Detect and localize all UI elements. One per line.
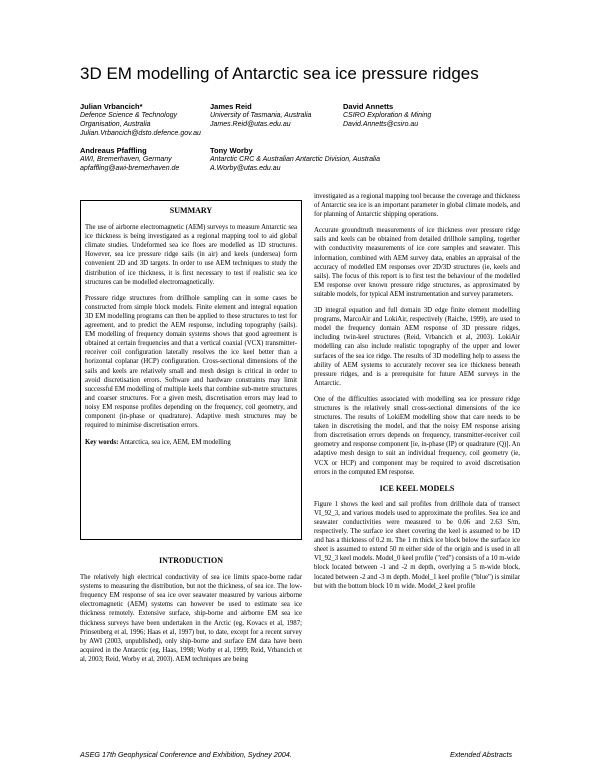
footer-right: Extended Abstracts [450,750,513,759]
keywords-label: Key words: [85,439,119,447]
author-affiliation: Antarctic CRC & Australian Antarctic Division, Australia [210,156,380,163]
right-paragraph-2: Accurate groundtruth measurements of ice thickness over pressure ridge sails and keels can be obtained from detailed drillhole sampling, together with conductivity measurements of ice core samples and seawater. This information, combined with AEM survey data, enables an appraisal of the accuracy of modelled EM responses over 2D/3D structures (ie, keels and sails). The focus of this report is to first test the behaviour of the modelled EM response over known pressure ridge structures, as approximated by suitable models, for typical AEM instrumentation and survey parameters. [314,227,520,298]
right-paragraph-4: One of the difficulties associated with modelling sea ice pressure ridge structures is the relatively small cross-sectional dimensions of the ice structures. The results of LokiEM modelling show that care needs to be taken in discretising the model, and that the noisy EM response arising from discretisation errors depends on frequency, transmitter-receiver coil geometry and response component [ie, in-phase (IP) or quadrature (Q)]. An adaptive mesh design to suit an individual frequency, coil geometry (ie, VCX or HCP) and component may be required to avoid discretisation errors in the computed EM response. [314,395,520,476]
author-name: Julian Vrbancich* [80,102,143,111]
ice-keel-models-heading: ICE KEEL MODELS [379,483,455,493]
author-block-vrbancich [80,102,201,138]
introduction-section [80,556,302,671]
paper-title: 3D EM modelling of Antarctic sea ice pressure ridges [80,64,479,83]
author-block-annetts [343,102,431,129]
author-email[interactable]: James.Reid@utas.edu.au [210,121,291,128]
summary-paragraph-1: The use of airborne electromagnetic (AEM) surveys to measure Antarctic sea ice thickness is being investigated as a regional mapping tool to aid global climate studies. Undeformed sea ice floes are modelled as 1D structures. However, sea ice pressure ridge sails (in air) and keels (undersea) form convenient 2D and 3D targets. In order to use AEM techniques to study the distribution of ice thickness, it is first necessary to test if realistic sea ice structures can be modelled electromagnetically. [85,224,297,286]
author-affiliation: Defence Science & Technology [80,112,178,119]
author-affiliation: University of Tasmania, Australia [210,112,312,119]
author-name: David Annetts [343,102,394,111]
author-email[interactable]: Julian.Vrbancich@dsto.defence.gov.au [80,130,201,137]
author-affiliation: CSIRO Exploration & Mining [343,112,432,119]
summary-paragraph-2: Pressure ridge structures from drillhole sampling can in some cases be constructed from simple block models. Finite element and integral equation 3D EM modelling programs can then be applied to these structures to test for agreement, and to predict the AEM response, including topography (sails). EM modelling of frequency domain systems shows that good agreement is obtained at certain frequencies and that a vertical coaxial (VCX) transmitter-receiver coil configuration laterally resolves the ice keel better than a horizontal coplanar (HCP) configuration. Cross-sectional dimensions of the sails and keels are relatively small and mesh design is critical in order to avoid discretisation errors. Software and hardware constraints may limit successful EM modelling of multiple keels that combine sub-metre structures and coarser structures. For a given mesh, discretisation errors may lead to noisy EM response profiles depending on the frequency, coil geometry, and component (in-phase or quadrature). Adaptive mesh structures may be required to minimise discretisation errors. [85,294,297,430]
summary-heading: SUMMARY [169,206,213,215]
footer-left: ASEG 17th Geophysical Conference and Exhibition, Sydney 2004. [80,750,292,759]
author-affiliation: Organisation, Australia [80,121,151,128]
author-name: Andreaus Pfaffling [80,146,147,155]
author-affiliation: AWI, Bremerhaven, Germany [80,156,172,163]
summary-column [85,206,297,454]
right-paragraph-5: Figure 1 shows the keel and sail profiles from drillhole data of transect VI_92_3, and various models used to approximate the profiles. Sea ice and seawater conductivities were measured to be 0.06 and 2.63 S/m, respectively. The surface ice sheet covering the keel is assumed to be 1D and has a thickness of 0.2 m. The 1 m thick ice block below the surface ice sheet is assumed to extend 50 m either side of the origin and is used in all VI_92_3 keel models. Model_0 keel profile ("red") consists of a 10 m-wide block located between -1 and -2 m depth, overlying a 5 m-wide block, located between -2 and -3 m depth. Model_1 keel profile ("blue") is similar but with the bottom block 10 m wide. Model_2 keel profile [314,500,521,590]
author-name: Tony Worby [210,146,253,155]
right-paragraph-1: investigated as a regional mapping tool because the coverage and thickness of Antarctic sea ice is an important parameter in global climate models, and for planning of Antarctic shipping operations. [314,193,520,219]
keywords-line [85,438,297,447]
author-block-reid [210,102,311,129]
author-email[interactable]: apfaffling@awi-bremerhaven.de [80,165,180,172]
introduction-paragraph-1: The relatively high electrical conductivity of sea ice limits space-borne radar systems to measuring the distribution, but not the thickness, of sea ice. The low-frequency EM response of sea ice over seawater measured by various airborne electromagnetic (AEM) systems can however be used to estimate sea ice thickness remotely. Extensive surface, ship-borne and airborne EM sea ice thickness surveys have been undertaken in the Arctic (eg, Kovacs et al, 1987; Prinsenberg et al, 1996; Haas et al, 1997) but, to date, except for a recent survey by AWI (2003, unpublished), only ship-borne and surface EM data have been acquired in the Antarctic (eg, Haas, 1998; Worby et al, 1999; Reid, Vrbancich et al, 2003; Reid, Worby et al, 2003). AEM techniques are being [80,574,302,663]
introduction-heading: INTRODUCTION [158,556,223,565]
keywords-text: Antarctica, sea ice, AEM, EM modelling [118,439,231,447]
author-email[interactable]: A.Worby@utas.edu.au [210,165,281,172]
author-block-pfaffling [80,146,179,173]
right-paragraph-3: 3D integral equation and full domain 3D edge finite element modelling programs, MarcoAir and LokiAir, respectively (Raiche, 1999), are used to model the frequency domain AEM response of 3D pressure ridges, including twin-keel structures (Reid, Vrbancich et al, 2003). LokiAir modelling can also include realistic topography of the upper and lower surfaces of the sea ice ridge. The results of 3D modelling help to assess the ability of AEM systems to accurately recover sea ice thickness beneath pressure ridges, and is a prerequisite for future AEM surveys in the Antarctic. [314,307,520,387]
right-column [314,192,520,598]
author-email[interactable]: David.Annetts@csiro.au [343,121,419,128]
author-block-worby [210,146,380,173]
author-name: James Reid [210,102,252,111]
